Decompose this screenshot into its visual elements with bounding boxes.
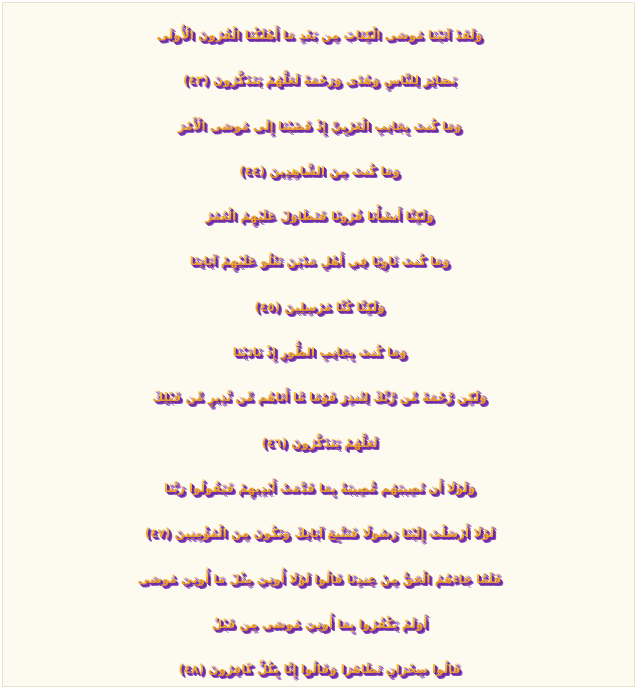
verse-line: بَصَائِرَ لِلنَّاسِ وَهُدًى وَرَحْمَةً لَعَلَّهُمْ يَتَذَكَّرُونَ (٤٣) <box>3 58 636 103</box>
verse-line: لَعَلَّهُمْ يَتَذَكَّرُونَ (٤٦) <box>3 421 636 466</box>
verse-line: وَلَوْلَا أَن تُصِيبَهُم مُّصِيبَةٌ بِمَا قَدَّمَتْ أَيْدِيهِمْ فَيَقُولُوا رَبَّنَا <box>3 466 636 511</box>
verse-line: قَالُوا سِحْرَانِ تَظَاهَرَا وَقَالُوا إِنَّا بِكُلٍّ كَافِرُونَ (٤٨) <box>3 647 636 692</box>
verse-line: وَمَا كُنتَ ثَاوِيًا فِي أَهْلِ مَدْيَنَ تَتْلُو عَلَيْهِمْ آيَاتِنَا <box>3 239 636 284</box>
verse-line: أَوَلَمْ يَكْفُرُوا بِمَا أُوتِيَ مُوسَى مِن قَبْلُ <box>3 602 636 647</box>
verse-line: وَلَقَدْ آتَيْنَا مُوسَى الْكِتَابَ مِن بَعْدِ مَا أَهْلَكْنَا الْقُرُونَ الْأُولَى <box>3 13 636 58</box>
verse-line: وَلَكِنَّا كُنَّا مُرْسِلِينَ (٤٥) <box>3 285 636 330</box>
verse-line: لَوْلَا أَرْسَلْتَ إِلَيْنَا رَسُولًا فَنَتَّبِعَ آيَاتِكَ وَنَكُونَ مِنَ الْمُؤْمِنِينَ (٤٧) <box>3 511 636 556</box>
page-frame <box>2 2 635 687</box>
verse-line: وَمَا كُنتَ بِجَانِبِ الْغَرْبِيِّ إِذْ قَضَيْنَا إِلَى مُوسَى الْأَمْرَ <box>3 104 636 149</box>
verse-line: وَمَا كُنتَ مِنَ الشَّاهِدِينَ (٤٤) <box>3 149 636 194</box>
verse-line: وَلَكِنَّا أَنشَأْنَا قُرُونًا فَتَطَاوَلَ عَلَيْهِمُ الْعُمُرُ <box>3 194 636 239</box>
verse-list <box>3 13 636 692</box>
verse-line: وَلَكِن رَّحْمَةً مِّن رَّبِّكَ لِتُنذِرَ قَوْمًا مَّا أَتَاهُم مِّن نَّذِيرٍ مِّن قَبْلِكَ <box>3 375 636 420</box>
verse-line: وَمَا كُنتَ بِجَانِبِ الطُّورِ إِذْ نَادَيْنَا <box>3 330 636 375</box>
verse-line: فَلَمَّا جَاءَهُمُ الْحَقُّ مِنْ عِندِنَا قَالُوا لَوْلَا أُوتِيَ مِثْلَ مَا أُوتِيَ مُوسَى <box>3 557 636 602</box>
